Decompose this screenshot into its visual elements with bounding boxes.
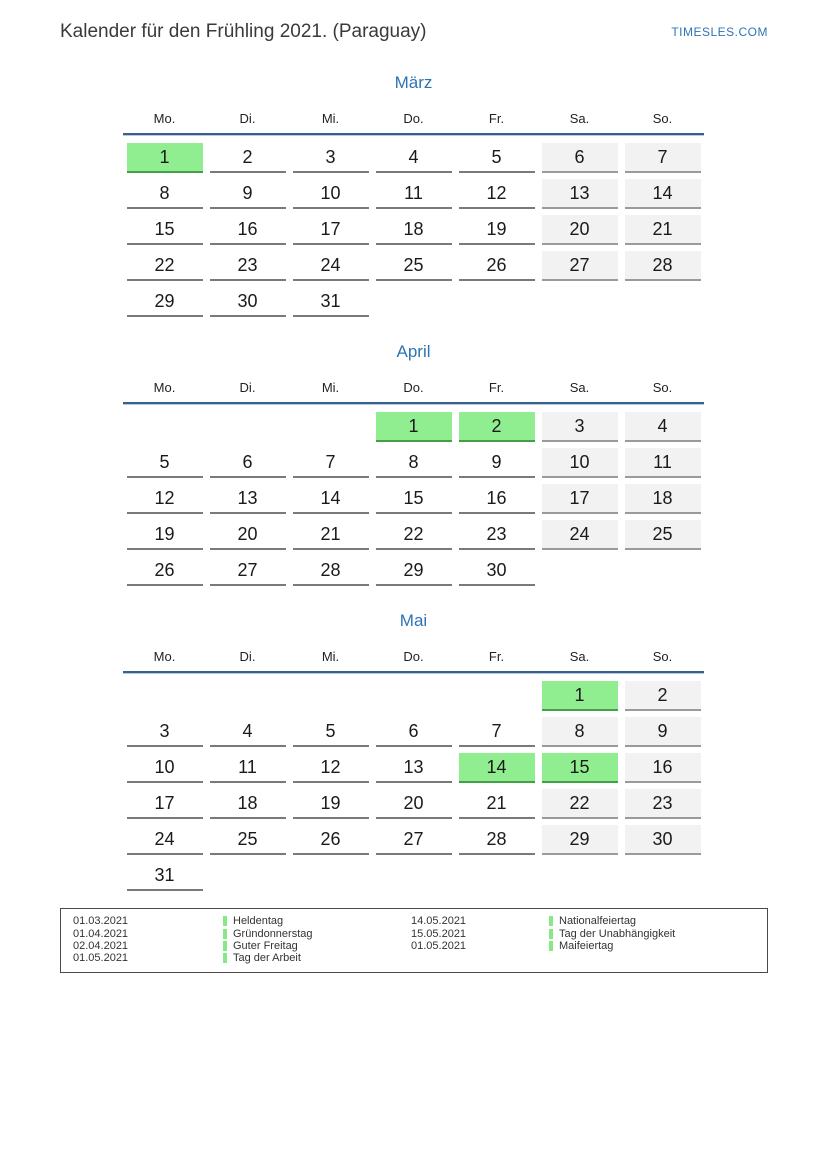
holiday-marker-icon	[549, 916, 553, 926]
mai-day-25: 25	[210, 825, 286, 855]
day-cell	[455, 717, 538, 753]
mai-day-7: 7	[459, 717, 535, 747]
mai-day-26: 26	[293, 825, 369, 855]
day-cell	[289, 448, 372, 484]
april-day-27: 27	[210, 556, 286, 586]
april-day-5: 5	[127, 448, 203, 478]
day-cell	[206, 215, 289, 251]
holiday-marker-icon	[223, 929, 227, 939]
mai-day-18: 18	[210, 789, 286, 819]
april-day-1: 1	[376, 412, 452, 442]
legend-row	[73, 952, 411, 964]
legend-column-right	[411, 915, 675, 965]
empty-cell	[621, 287, 704, 323]
mai-day-27: 27	[376, 825, 452, 855]
mai-day-13: 13	[376, 753, 452, 783]
day-cell	[538, 215, 621, 251]
weekday-header: Mo.	[153, 111, 176, 126]
day-cell	[289, 789, 372, 825]
weekday-header: Sa.	[569, 111, 590, 126]
month-title-maerz: März	[394, 73, 433, 92]
day-cell	[621, 753, 704, 789]
site-link[interactable]: TIMESLES.COM	[671, 25, 768, 39]
mai-day-11: 11	[210, 753, 286, 783]
day-cell	[206, 143, 289, 179]
mai-day-28: 28	[459, 825, 535, 855]
maerz-day-26: 26	[459, 251, 535, 281]
april-day-11: 11	[625, 448, 701, 478]
day-cell	[621, 484, 704, 520]
day-cell	[372, 179, 455, 215]
empty-cell	[372, 287, 455, 323]
weekday-header: Di.	[239, 649, 256, 664]
day-cell	[289, 287, 372, 323]
day-cell	[372, 520, 455, 556]
april-day-12: 12	[127, 484, 203, 514]
day-cell	[372, 556, 455, 592]
holiday-marker-icon	[549, 929, 553, 939]
april-day-15: 15	[376, 484, 452, 514]
holiday-marker-icon	[223, 953, 227, 963]
maerz-day-12: 12	[459, 179, 535, 209]
legend-date: 01.03.2021	[73, 915, 129, 928]
legend-row	[73, 940, 411, 952]
mai-day-1: 1	[542, 681, 618, 711]
weekday-divider	[123, 133, 704, 136]
day-cell	[123, 825, 206, 861]
day-cell	[206, 251, 289, 287]
mai-day-10: 10	[127, 753, 203, 783]
day-cell	[621, 448, 704, 484]
maerz-day-3: 3	[293, 143, 369, 173]
weekday-divider	[123, 671, 704, 674]
empty-cell	[123, 681, 206, 717]
day-cell	[621, 251, 704, 287]
day-cell	[455, 556, 538, 592]
weekday-header: Mo.	[153, 380, 176, 395]
empty-cell	[538, 861, 621, 897]
day-cell	[372, 215, 455, 251]
mai-day-23: 23	[625, 789, 701, 819]
april-day-26: 26	[127, 556, 203, 586]
day-cell	[538, 717, 621, 753]
april-day-8: 8	[376, 448, 452, 478]
empty-cell	[455, 861, 538, 897]
empty-cell	[372, 861, 455, 897]
day-cell	[538, 412, 621, 448]
maerz-day-8: 8	[127, 179, 203, 209]
day-cell	[621, 215, 704, 251]
mai-day-15: 15	[542, 753, 618, 783]
day-cell	[123, 251, 206, 287]
empty-cell	[206, 681, 289, 717]
legend-row	[411, 940, 675, 952]
day-cell	[372, 251, 455, 287]
mai-day-4: 4	[210, 717, 286, 747]
mai-day-2: 2	[625, 681, 701, 711]
april-day-13: 13	[210, 484, 286, 514]
empty-cell	[372, 681, 455, 717]
april-day-2: 2	[459, 412, 535, 442]
holiday-marker-icon	[549, 941, 553, 951]
day-cell	[123, 484, 206, 520]
day-cell	[206, 717, 289, 753]
empty-cell	[621, 556, 704, 592]
mai-day-17: 17	[127, 789, 203, 819]
legend-holiday-name: Gründonnerstag	[233, 927, 313, 940]
day-cell	[455, 143, 538, 179]
april-day-30: 30	[459, 556, 535, 586]
weekday-header: Mi.	[321, 380, 340, 395]
april-day-25: 25	[625, 520, 701, 550]
month-title-april: April	[396, 342, 431, 361]
weekday-header: Fr.	[488, 649, 505, 664]
day-cell	[123, 556, 206, 592]
day-cell	[289, 753, 372, 789]
day-cell	[206, 448, 289, 484]
legend-holiday-name: Tag der Arbeit	[233, 952, 301, 965]
mai-day-31: 31	[127, 861, 203, 891]
day-cell	[206, 789, 289, 825]
empty-cell	[455, 287, 538, 323]
day-cell	[538, 825, 621, 861]
mai-day-21: 21	[459, 789, 535, 819]
day-cell	[455, 215, 538, 251]
day-cell	[123, 789, 206, 825]
weekday-header: Sa.	[569, 649, 590, 664]
day-cell	[206, 179, 289, 215]
day-cell	[621, 717, 704, 753]
empty-cell	[538, 287, 621, 323]
mai-day-22: 22	[542, 789, 618, 819]
day-cell	[538, 753, 621, 789]
mai-day-8: 8	[542, 717, 618, 747]
maerz-day-18: 18	[376, 215, 452, 245]
day-cell	[123, 861, 206, 897]
maerz-day-23: 23	[210, 251, 286, 281]
april-day-21: 21	[293, 520, 369, 550]
legend-holiday-name: Maifeiertag	[559, 939, 614, 952]
day-cell	[123, 179, 206, 215]
day-cell	[123, 717, 206, 753]
legend-date: 02.04.2021	[73, 939, 129, 952]
page-title: Kalender für den Frühling 2021. (Paraguay)	[60, 21, 427, 42]
maerz-day-19: 19	[459, 215, 535, 245]
empty-cell	[206, 412, 289, 448]
weekday-header: Mo.	[153, 649, 176, 664]
day-cell	[123, 520, 206, 556]
mai-day-20: 20	[376, 789, 452, 819]
maerz-day-13: 13	[542, 179, 618, 209]
weekday-header: Mi.	[321, 649, 340, 664]
day-cell	[206, 825, 289, 861]
day-cell	[621, 143, 704, 179]
day-cell	[538, 520, 621, 556]
day-cell	[206, 520, 289, 556]
mai-day-5: 5	[293, 717, 369, 747]
day-cell	[621, 179, 704, 215]
day-cell	[289, 484, 372, 520]
day-cell	[455, 825, 538, 861]
day-cell	[289, 179, 372, 215]
april-day-19: 19	[127, 520, 203, 550]
day-cell	[621, 825, 704, 861]
day-cell	[123, 143, 206, 179]
legend-row	[411, 927, 675, 939]
legend-row	[411, 915, 675, 927]
maerz-day-7: 7	[625, 143, 701, 173]
holiday-marker-icon	[223, 941, 227, 951]
month-title-mai: Mai	[399, 611, 428, 630]
maerz-day-1: 1	[127, 143, 203, 173]
day-cell	[372, 484, 455, 520]
day-cell	[206, 287, 289, 323]
maerz-day-11: 11	[376, 179, 452, 209]
april-day-29: 29	[376, 556, 452, 586]
legend-date: 14.05.2021	[411, 915, 467, 928]
weekday-header: Do.	[403, 380, 424, 395]
legend-holiday-name: Nationalfeiertag	[559, 915, 637, 928]
day-cell	[455, 448, 538, 484]
maerz-day-16: 16	[210, 215, 286, 245]
empty-cell	[621, 861, 704, 897]
holiday-marker-icon	[223, 916, 227, 926]
weekday-header: Di.	[239, 380, 256, 395]
maerz-day-17: 17	[293, 215, 369, 245]
legend-date: 01.05.2021	[411, 939, 467, 952]
mai-day-24: 24	[127, 825, 203, 855]
maerz-day-5: 5	[459, 143, 535, 173]
month-grid-maerz	[123, 110, 704, 323]
maerz-day-30: 30	[210, 287, 286, 317]
legend-row	[73, 927, 411, 939]
day-cell	[538, 143, 621, 179]
legend-date: 01.04.2021	[73, 927, 129, 940]
day-cell	[455, 753, 538, 789]
mai-day-12: 12	[293, 753, 369, 783]
day-cell	[289, 825, 372, 861]
april-day-10: 10	[542, 448, 618, 478]
day-cell	[289, 556, 372, 592]
april-day-28: 28	[293, 556, 369, 586]
holiday-legend	[60, 908, 768, 973]
day-cell	[372, 825, 455, 861]
day-cell	[289, 717, 372, 753]
mai-day-19: 19	[293, 789, 369, 819]
day-cell	[372, 412, 455, 448]
maerz-day-24: 24	[293, 251, 369, 281]
april-day-14: 14	[293, 484, 369, 514]
mai-day-30: 30	[625, 825, 701, 855]
mai-day-29: 29	[542, 825, 618, 855]
weekday-divider	[123, 402, 704, 405]
month-mai	[123, 611, 704, 897]
april-day-16: 16	[459, 484, 535, 514]
legend-date: 15.05.2021	[411, 927, 467, 940]
empty-cell	[206, 861, 289, 897]
day-cell	[372, 143, 455, 179]
day-cell	[455, 251, 538, 287]
day-cell	[455, 484, 538, 520]
maerz-day-14: 14	[625, 179, 701, 209]
month-april	[123, 342, 704, 592]
legend-holiday-name: Tag der Unabhängigkeit	[559, 927, 676, 940]
day-cell	[621, 681, 704, 717]
page-header	[0, 0, 827, 43]
weekday-header: Sa.	[569, 380, 590, 395]
maerz-day-22: 22	[127, 251, 203, 281]
april-day-6: 6	[210, 448, 286, 478]
maerz-day-31: 31	[293, 287, 369, 317]
weekday-header: So.	[652, 649, 673, 664]
day-cell	[289, 143, 372, 179]
mai-day-14: 14	[459, 753, 535, 783]
month-grid-april	[123, 379, 704, 592]
april-day-3: 3	[542, 412, 618, 442]
empty-cell	[455, 681, 538, 717]
weekday-header: So.	[652, 111, 673, 126]
day-cell	[206, 484, 289, 520]
empty-cell	[123, 412, 206, 448]
april-day-9: 9	[459, 448, 535, 478]
day-cell	[206, 556, 289, 592]
maerz-day-2: 2	[210, 143, 286, 173]
april-day-24: 24	[542, 520, 618, 550]
weekday-header: Do.	[403, 649, 424, 664]
day-cell	[123, 753, 206, 789]
maerz-day-10: 10	[293, 179, 369, 209]
day-cell	[372, 753, 455, 789]
day-cell	[538, 789, 621, 825]
april-day-4: 4	[625, 412, 701, 442]
empty-cell	[289, 412, 372, 448]
mai-day-3: 3	[127, 717, 203, 747]
legend-column-left	[73, 915, 411, 965]
mai-day-6: 6	[376, 717, 452, 747]
maerz-day-6: 6	[542, 143, 618, 173]
weekday-header: Mi.	[321, 111, 340, 126]
day-cell	[621, 520, 704, 556]
day-cell	[123, 287, 206, 323]
day-cell	[455, 179, 538, 215]
empty-cell	[289, 681, 372, 717]
day-cell	[538, 484, 621, 520]
maerz-day-9: 9	[210, 179, 286, 209]
weekday-header: Di.	[239, 111, 256, 126]
legend-date: 01.05.2021	[73, 952, 129, 965]
month-grid-mai	[123, 648, 704, 897]
day-cell	[538, 251, 621, 287]
april-day-20: 20	[210, 520, 286, 550]
legend-holiday-name: Heldentag	[233, 915, 284, 928]
day-cell	[289, 520, 372, 556]
day-cell	[123, 215, 206, 251]
weekday-header: So.	[652, 380, 673, 395]
day-cell	[372, 717, 455, 753]
day-cell	[123, 448, 206, 484]
day-cell	[538, 681, 621, 717]
day-cell	[455, 520, 538, 556]
day-cell	[538, 448, 621, 484]
legend-holiday-name: Guter Freitag	[233, 939, 298, 952]
april-day-7: 7	[293, 448, 369, 478]
months-container	[123, 73, 704, 897]
day-cell	[538, 179, 621, 215]
maerz-day-20: 20	[542, 215, 618, 245]
mai-day-9: 9	[625, 717, 701, 747]
day-cell	[289, 251, 372, 287]
day-cell	[289, 215, 372, 251]
maerz-day-4: 4	[376, 143, 452, 173]
weekday-header: Do.	[403, 111, 424, 126]
weekday-header: Fr.	[488, 380, 505, 395]
empty-cell	[289, 861, 372, 897]
maerz-day-28: 28	[625, 251, 701, 281]
day-cell	[455, 789, 538, 825]
day-cell	[455, 412, 538, 448]
april-day-18: 18	[625, 484, 701, 514]
maerz-day-21: 21	[625, 215, 701, 245]
weekday-header: Fr.	[488, 111, 505, 126]
day-cell	[206, 753, 289, 789]
april-day-17: 17	[542, 484, 618, 514]
maerz-day-27: 27	[542, 251, 618, 281]
maerz-day-25: 25	[376, 251, 452, 281]
day-cell	[372, 789, 455, 825]
april-day-22: 22	[376, 520, 452, 550]
month-maerz	[123, 73, 704, 323]
april-day-23: 23	[459, 520, 535, 550]
mai-day-16: 16	[625, 753, 701, 783]
day-cell	[621, 412, 704, 448]
empty-cell	[538, 556, 621, 592]
maerz-day-15: 15	[127, 215, 203, 245]
day-cell	[372, 448, 455, 484]
legend-row	[73, 915, 411, 927]
maerz-day-29: 29	[127, 287, 203, 317]
day-cell	[621, 789, 704, 825]
